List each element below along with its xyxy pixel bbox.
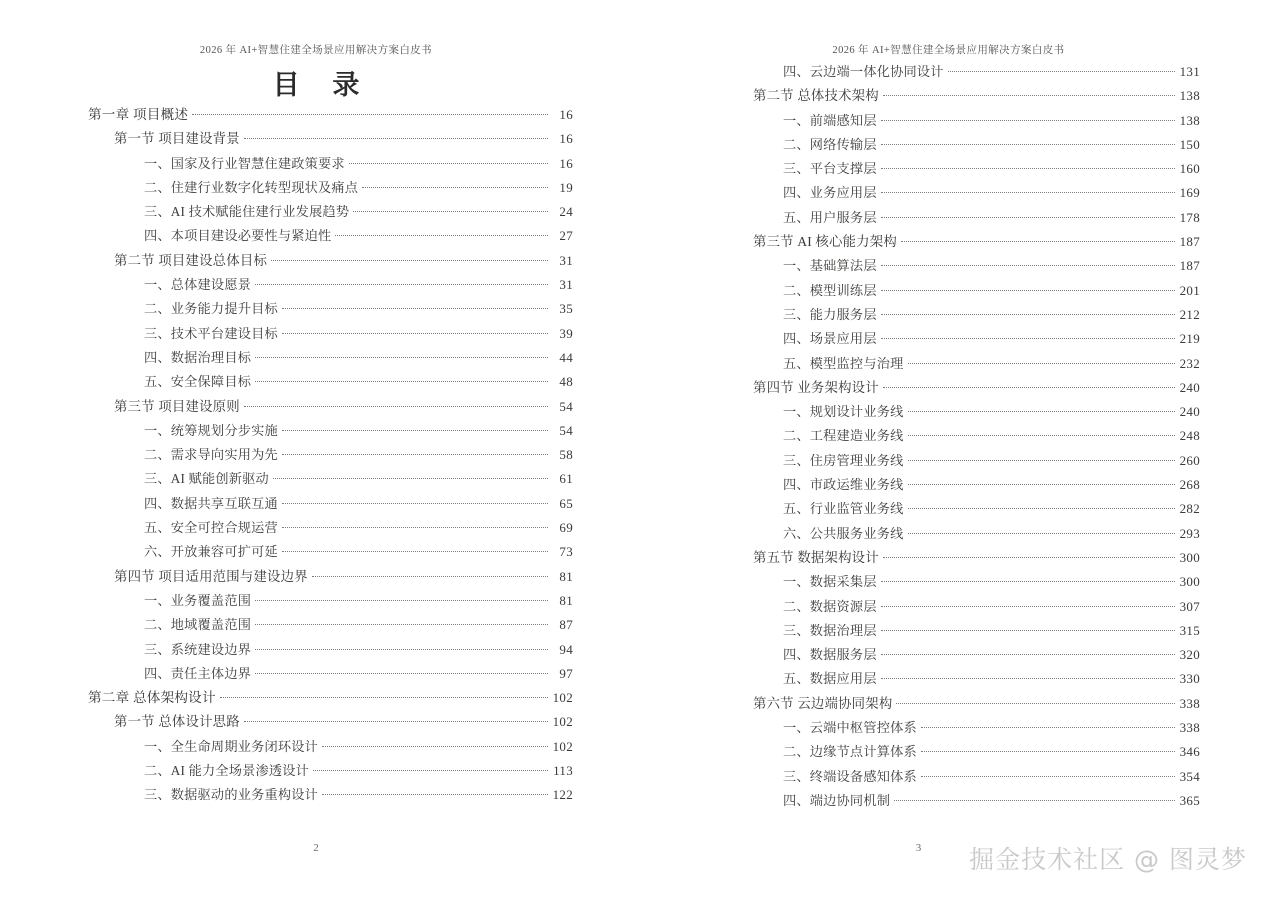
toc-entry-page-number: 260 [1179, 452, 1200, 468]
toc-dot-leader [255, 276, 548, 289]
toc-entry-page-number: 94 [559, 641, 573, 657]
toc-entry[interactable] [727, 546, 1200, 570]
toc-dot-leader [908, 476, 1176, 489]
toc-entry-label: 三、AI 技术赋能住建行业发展趋势 [144, 204, 350, 220]
toc-dot-leader [322, 786, 548, 799]
toc-entry-label: 四、数据服务层 [783, 647, 877, 663]
toc-entry-page-number: 27 [559, 228, 573, 244]
toc-dot-leader [220, 689, 548, 702]
toc-dot-leader [255, 640, 548, 653]
toc-entry-page-number: 81 [559, 592, 573, 608]
toc-dot-leader [362, 179, 548, 192]
toc-entry-page-number: 122 [552, 787, 573, 803]
toc-dot-leader [881, 136, 1175, 149]
toc-entry[interactable] [727, 181, 1200, 205]
toc-entry-page-number: 338 [1179, 720, 1200, 736]
toc-dot-leader [313, 762, 548, 775]
toc-dot-leader [908, 524, 1176, 537]
toc-entry-page-number: 58 [559, 447, 573, 463]
toc-dot-leader [282, 446, 548, 459]
toc-entry[interactable] [727, 595, 1200, 619]
toc-entry-label: 五、行业监管业务线 [783, 501, 904, 517]
toc-entry-label: 四、数据共享互联互通 [144, 495, 278, 511]
toc-entry[interactable] [727, 400, 1200, 424]
toc-entry-page-number: 16 [559, 131, 573, 147]
toc-entry-page-number: 65 [559, 495, 573, 511]
toc-dot-leader [894, 792, 1175, 805]
toc-dot-leader [881, 111, 1175, 124]
toc-entry-page-number: 16 [559, 155, 573, 171]
toc-dot-leader [244, 397, 548, 410]
toc-entry[interactable] [727, 254, 1200, 278]
toc-list-right [727, 60, 1200, 813]
toc-entry-page-number: 69 [559, 520, 573, 536]
toc-entry[interactable] [727, 352, 1200, 376]
toc-entry[interactable] [727, 740, 1200, 764]
toc-dot-leader [282, 519, 548, 532]
toc-entry-page-number: 187 [1179, 258, 1200, 274]
running-header: 2026 年 AI+智慧住建全场景应用解决方案白皮书 [199, 45, 433, 56]
toc-entry-label: 第三节 AI 核心能力架构 [753, 234, 897, 250]
toc-entry-page-number: 97 [559, 665, 573, 681]
toc-entry-page-number: 338 [1179, 695, 1200, 711]
toc-dot-leader [255, 373, 548, 386]
toc-entry-page-number: 138 [1179, 112, 1200, 128]
toc-entry[interactable] [727, 206, 1200, 230]
toc-entry[interactable] [727, 230, 1200, 254]
toc-entry[interactable] [727, 60, 1200, 84]
toc-entry[interactable] [88, 516, 573, 540]
toc-entry-label: 一、数据采集层 [783, 574, 877, 590]
page-number-right: 3 [915, 842, 922, 854]
toc-entry-label: 三、数据治理层 [783, 622, 877, 638]
toc-entry-page-number: 44 [559, 349, 573, 365]
toc-entry-page-number: 354 [1179, 768, 1200, 784]
toc-entry-label: 一、业务覆盖范围 [144, 592, 252, 608]
toc-entry-page-number: 87 [559, 617, 573, 633]
toc-entry[interactable] [88, 638, 573, 662]
page-number-left: 2 [313, 842, 319, 854]
toc-entry-page-number: 73 [559, 544, 573, 560]
toc-dot-leader [881, 573, 1175, 586]
toc-entry-page-number: 138 [1179, 88, 1200, 104]
toc-entry[interactable] [727, 522, 1200, 546]
toc-dot-leader [881, 646, 1175, 659]
toc-entry-page-number: 131 [1179, 64, 1200, 79]
toc-entry-page-number: 240 [1179, 404, 1200, 420]
toc-dot-leader [896, 695, 1175, 708]
toc-dot-leader [244, 130, 548, 143]
toc-entry[interactable] [88, 662, 573, 686]
toc-entry[interactable] [88, 735, 573, 759]
toc-dot-leader [881, 622, 1175, 635]
toc-entry[interactable] [727, 157, 1200, 181]
toc-entry-label: 第三节 项目建设原则 [114, 398, 240, 414]
toc-entry-page-number: 31 [559, 277, 573, 293]
toc-entry-label: 三、平台支撑层 [783, 161, 877, 177]
toc-entry[interactable] [88, 297, 573, 321]
toc-entry-label: 一、基础算法层 [783, 258, 877, 274]
toc-entry-label: 一、总体建设愿景 [144, 277, 252, 293]
toc-entry[interactable] [727, 449, 1200, 473]
toc-dot-leader [282, 422, 548, 435]
toc-dot-leader [255, 592, 548, 605]
toc-entry[interactable] [88, 176, 573, 200]
toc-dot-leader [881, 306, 1175, 319]
toc-dot-leader [353, 203, 548, 216]
toc-dot-leader [921, 743, 1175, 756]
toc-dot-leader [948, 63, 1175, 76]
toc-entry[interactable] [727, 109, 1200, 133]
toc-entry-page-number: 315 [1179, 622, 1200, 638]
toc-dot-leader [282, 495, 548, 508]
toc-entry-page-number: 113 [553, 763, 573, 779]
toc-entry[interactable] [727, 473, 1200, 497]
toc-entry-page-number: 169 [1179, 185, 1200, 201]
toc-entry-page-number: 54 [559, 398, 573, 414]
toc-dot-leader [349, 154, 548, 167]
toc-entry[interactable] [88, 710, 573, 734]
toc-entry-label: 五、安全可控合规运营 [144, 520, 278, 536]
toc-entry-label: 四、场景应用层 [783, 331, 877, 347]
toc-entry-label: 第二章 总体架构设计 [88, 690, 216, 706]
toc-entry-page-number: 307 [1179, 598, 1200, 614]
toc-entry[interactable] [88, 759, 573, 783]
toc-entry-label: 一、全生命周期业务闭环设计 [144, 738, 319, 754]
toc-entry-page-number: 330 [1179, 671, 1200, 687]
toc-entry-label: 五、模型监控与治理 [783, 355, 904, 371]
toc-dot-leader [908, 452, 1176, 465]
toc-entry-label: 三、住房管理业务线 [783, 452, 904, 468]
toc-entry[interactable] [727, 424, 1200, 448]
toc-dot-leader [282, 300, 548, 313]
toc-entry-page-number: 300 [1179, 574, 1200, 590]
toc-entry-label: 二、数据资源层 [783, 598, 877, 614]
toc-entry[interactable] [727, 765, 1200, 789]
toc-entry-page-number: 102 [552, 714, 573, 730]
toc-entry-page-number: 16 [559, 107, 573, 122]
toc-entry-label: 第一节 项目建设背景 [114, 131, 240, 147]
toc-entry-label: 一、统筹规划分步实施 [144, 422, 278, 438]
toc-entry-page-number: 212 [1179, 306, 1200, 322]
toc-entry-page-number: 300 [1179, 549, 1200, 565]
toc-entry[interactable] [88, 540, 573, 564]
toc-entry[interactable] [88, 273, 573, 297]
toc-list-left [88, 103, 573, 808]
toc-entry[interactable] [727, 279, 1200, 303]
toc-entry[interactable] [88, 370, 573, 394]
page-title: 目 录 [272, 70, 373, 100]
toc-entry-label: 二、模型训练层 [783, 282, 877, 298]
toc-entry-page-number: 48 [559, 374, 573, 390]
toc-entry[interactable] [88, 443, 573, 467]
toc-entry-page-number: 282 [1179, 501, 1200, 517]
toc-entry-page-number: 150 [1179, 136, 1200, 152]
toc-entry-label: 第四节 业务架构设计 [753, 379, 879, 395]
toc-entry-page-number: 293 [1179, 525, 1200, 541]
toc-dot-leader [883, 87, 1175, 100]
toc-entry-label: 四、端边协同机制 [783, 792, 891, 808]
toc-entry-label: 四、本项目建设必要性与紧迫性 [144, 228, 332, 244]
toc-entry[interactable] [88, 127, 573, 151]
toc-entry[interactable] [88, 395, 573, 419]
toc-entry[interactable] [727, 692, 1200, 716]
toc-dot-leader [908, 354, 1176, 367]
toc-dot-leader [322, 738, 548, 751]
toc-dot-leader [881, 330, 1175, 343]
toc-entry[interactable] [727, 643, 1200, 667]
toc-entry-label: 三、数据驱动的业务重构设计 [144, 787, 319, 803]
toc-dot-leader [908, 403, 1176, 416]
toc-entry[interactable] [727, 667, 1200, 691]
toc-entry-page-number: 365 [1179, 792, 1200, 808]
toc-entry-label: 第二节 总体技术架构 [753, 88, 879, 104]
toc-entry[interactable] [88, 467, 573, 491]
running-header: 2026 年 AI+智慧住建全场景应用解决方案白皮书 [832, 45, 1065, 56]
toc-entry-page-number: 102 [552, 690, 573, 706]
toc-entry-page-number: 102 [552, 738, 573, 754]
toc-dot-leader [192, 106, 548, 119]
toc-entry-label: 二、AI 能力全场景渗透设计 [144, 763, 310, 779]
toc-entry-page-number: 54 [559, 422, 573, 438]
toc-entry-label: 五、用户服务层 [783, 209, 877, 225]
toc-entry-label: 一、国家及行业智慧住建政策要求 [144, 155, 345, 171]
toc-entry[interactable] [727, 84, 1200, 108]
toc-dot-leader [255, 349, 548, 362]
toc-entry-page-number: 81 [559, 568, 573, 584]
toc-dot-leader [312, 567, 548, 580]
toc-entry[interactable] [88, 783, 573, 807]
toc-dot-leader [881, 209, 1175, 222]
toc-dot-leader [271, 252, 548, 265]
toc-entry-page-number: 187 [1179, 234, 1200, 250]
toc-entry-page-number: 160 [1179, 161, 1200, 177]
toc-entry[interactable] [88, 565, 573, 589]
toc-dot-leader [908, 427, 1176, 440]
toc-entry-label: 一、前端感知层 [783, 112, 877, 128]
toc-entry[interactable] [727, 376, 1200, 400]
toc-entry-page-number: 219 [1179, 331, 1200, 347]
toc-entry[interactable] [727, 497, 1200, 521]
toc-entry-label: 第一节 总体设计思路 [114, 714, 240, 730]
toc-entry[interactable] [88, 686, 573, 710]
toc-dot-leader [282, 324, 548, 337]
toc-entry-page-number: 31 [559, 252, 573, 268]
toc-entry-page-number: 39 [559, 325, 573, 341]
toc-entry-label: 六、开放兼容可扩可延 [144, 544, 278, 560]
toc-entry-label: 一、云端中枢管控体系 [783, 720, 917, 736]
page-left [0, 0, 632, 898]
toc-entry-label: 三、系统建设边界 [144, 641, 252, 657]
toc-dot-leader [921, 719, 1175, 732]
toc-entry[interactable] [88, 589, 573, 613]
toc-dot-leader [273, 470, 548, 483]
toc-entry-label: 第六节 云边端协同架构 [753, 695, 893, 711]
toc-entry-label: 第二节 项目建设总体目标 [114, 252, 268, 268]
toc-entry-label: 三、技术平台建设目标 [144, 325, 278, 341]
toc-entry-label: 二、业务能力提升目标 [144, 301, 278, 317]
toc-entry-label: 二、地域覆盖范围 [144, 617, 252, 633]
toc-entry-page-number: 24 [559, 204, 573, 220]
toc-entry[interactable] [88, 103, 573, 127]
toc-dot-leader [881, 670, 1175, 683]
toc-dot-leader [881, 160, 1175, 173]
toc-entry-label: 五、安全保障目标 [144, 374, 252, 390]
toc-entry-label: 二、网络传输层 [783, 136, 877, 152]
toc-dot-leader [921, 767, 1175, 780]
toc-entry-label: 三、AI 赋能创新驱动 [144, 471, 269, 487]
toc-entry-label: 第四节 项目适用范围与建设边界 [114, 568, 308, 584]
toc-entry-label: 三、终端设备感知体系 [783, 768, 917, 784]
toc-entry-page-number: 35 [559, 301, 573, 317]
toc-dot-leader [908, 500, 1176, 513]
toc-entry[interactable] [727, 716, 1200, 740]
toc-entry[interactable] [727, 570, 1200, 594]
toc-entry-label: 四、市政运维业务线 [783, 477, 904, 493]
watermark: 掘金技术社区 @ 图灵梦 [969, 845, 1247, 874]
page-right [632, 0, 1265, 898]
toc-entry-page-number: 61 [559, 471, 573, 487]
toc-entry[interactable] [727, 133, 1200, 157]
toc-entry-label: 五、数据应用层 [783, 671, 877, 687]
toc-entry[interactable] [88, 200, 573, 224]
toc-dot-leader [244, 713, 548, 726]
toc-entry-page-number: 201 [1179, 282, 1200, 298]
toc-dot-leader [883, 379, 1175, 392]
toc-entry-label: 第五节 数据架构设计 [753, 549, 879, 565]
toc-entry-label: 四、责任主体边界 [144, 665, 252, 681]
toc-entry-label: 二、住建行业数字化转型现状及痛点 [144, 179, 359, 195]
toc-dot-leader [255, 665, 548, 678]
toc-entry-label: 二、边缘节点计算体系 [783, 744, 917, 760]
toc-entry-page-number: 240 [1179, 379, 1200, 395]
toc-dot-leader [881, 257, 1175, 270]
toc-entry-label: 四、数据治理目标 [144, 349, 252, 365]
toc-dot-leader [883, 549, 1175, 562]
toc-entry-page-number: 320 [1179, 647, 1200, 663]
toc-entry-label: 四、云边端一体化协同设计 [783, 64, 944, 79]
toc-dot-leader [901, 233, 1175, 246]
toc-dot-leader [282, 543, 548, 556]
toc-entry[interactable] [88, 492, 573, 516]
toc-entry[interactable] [88, 224, 573, 248]
toc-dot-leader [335, 227, 548, 240]
toc-entry-label: 六、公共服务业务线 [783, 525, 904, 541]
toc-entry[interactable] [727, 303, 1200, 327]
toc-dot-leader [255, 616, 548, 629]
toc-entry-page-number: 346 [1179, 744, 1200, 760]
toc-entry[interactable] [727, 619, 1200, 643]
toc-entry[interactable] [88, 346, 573, 370]
toc-entry[interactable] [88, 419, 573, 443]
toc-entry[interactable] [88, 152, 573, 176]
toc-entry-label: 一、规划设计业务线 [783, 404, 904, 420]
toc-entry[interactable] [727, 327, 1200, 351]
toc-dot-leader [881, 184, 1175, 197]
toc-entry[interactable] [727, 789, 1200, 813]
toc-entry[interactable] [88, 322, 573, 346]
toc-entry-label: 三、能力服务层 [783, 306, 877, 322]
toc-entry-page-number: 178 [1179, 209, 1200, 225]
toc-entry-page-number: 268 [1179, 477, 1200, 493]
toc-entry[interactable] [88, 249, 573, 273]
toc-entry-label: 四、业务应用层 [783, 185, 877, 201]
toc-dot-leader [881, 597, 1175, 610]
toc-dot-leader [881, 281, 1175, 294]
toc-entry[interactable] [88, 613, 573, 637]
toc-entry-label: 二、需求导向实用为先 [144, 447, 278, 463]
toc-entry-page-number: 232 [1179, 355, 1200, 371]
toc-entry-label: 第一章 项目概述 [88, 107, 189, 122]
toc-entry-page-number: 19 [559, 179, 573, 195]
toc-entry-page-number: 248 [1179, 428, 1200, 444]
toc-entry-label: 二、工程建造业务线 [783, 428, 904, 444]
